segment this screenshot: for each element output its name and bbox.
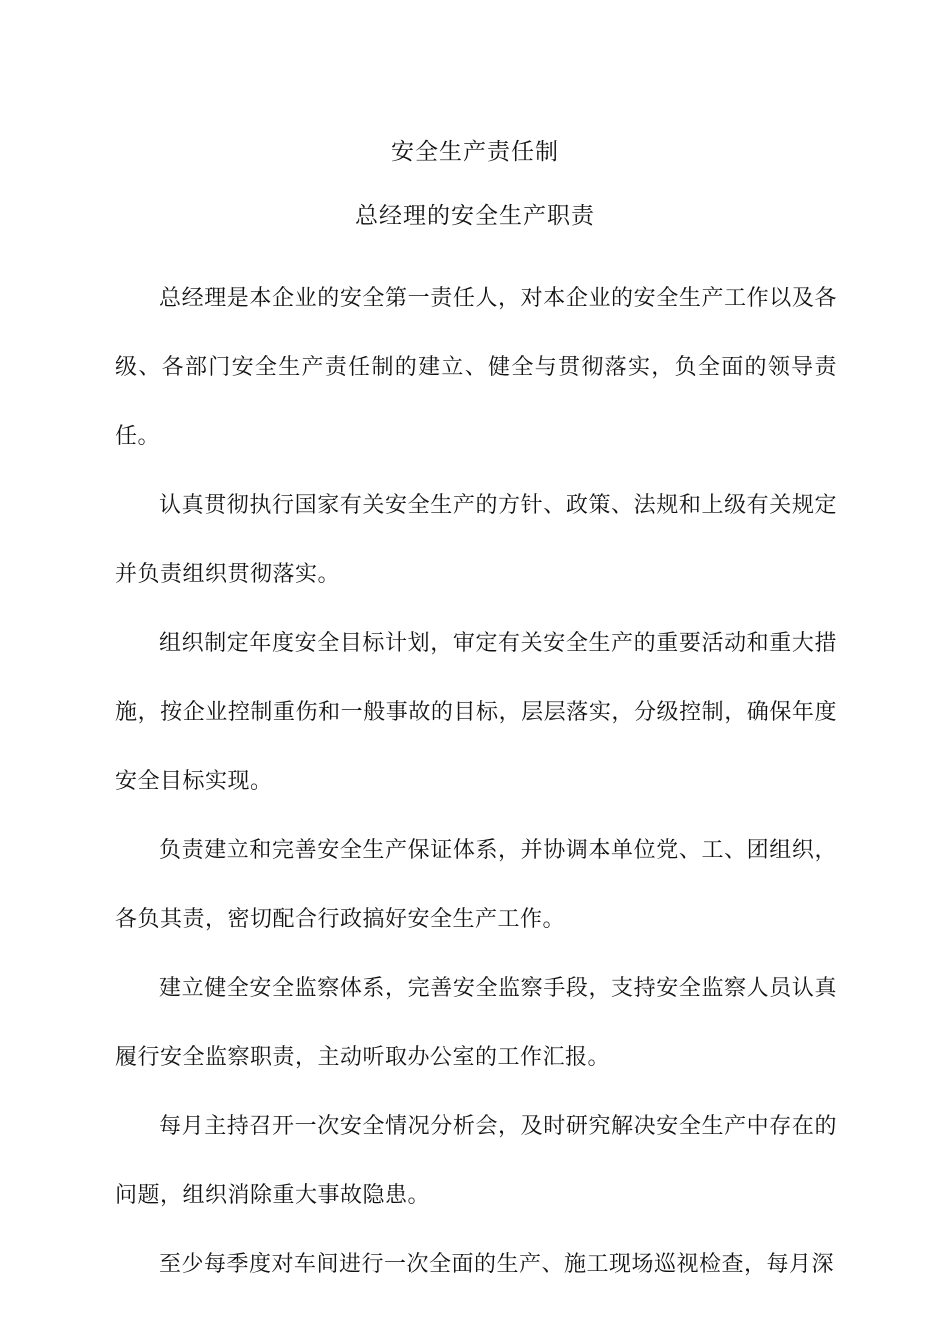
paragraph: 每月主持召开一次安全情况分析会，及时研究解决安全生产中存在的问题，组织消除重大事故隐患。 bbox=[115, 1114, 837, 1208]
document-title: 安全生产责任制 bbox=[391, 139, 559, 165]
paragraph: 建立健全安全监察体系，完善安全监察手段，支持安全监察人员认真履行安全监察职责，主动听取办公室的工作汇报。 bbox=[115, 976, 837, 1070]
paragraph: 组织制定年度安全目标计划，审定有关安全生产的重要活动和重大措施，按企业控制重伤和一般事故的目标，层层落实，分级控制，确保年度安全目标实现。 bbox=[115, 631, 837, 794]
paragraph: 认真贯彻执行国家有关安全生产的方针、政策、法规和上级有关规定并负责组织贯彻落实。 bbox=[115, 493, 837, 587]
paragraph: 总经理是本企业的安全第一责任人，对本企业的安全生产工作以及各级、各部门安全生产责任制的建立、健全与贯彻落实，负全面的领导责任。 bbox=[115, 286, 837, 449]
paragraph: 至少每季度对车间进行一次全面的生产、施工现场巡视检查，每月深 bbox=[159, 1252, 835, 1277]
document-body bbox=[115, 264, 837, 1299]
section-title: 总经理的安全生产职责 bbox=[355, 203, 595, 229]
paragraph: 负责建立和完善安全生产保证体系，并协调本单位党、工、团组织，各负其责，密切配合行政搞好安全生产工作。 bbox=[115, 838, 837, 932]
